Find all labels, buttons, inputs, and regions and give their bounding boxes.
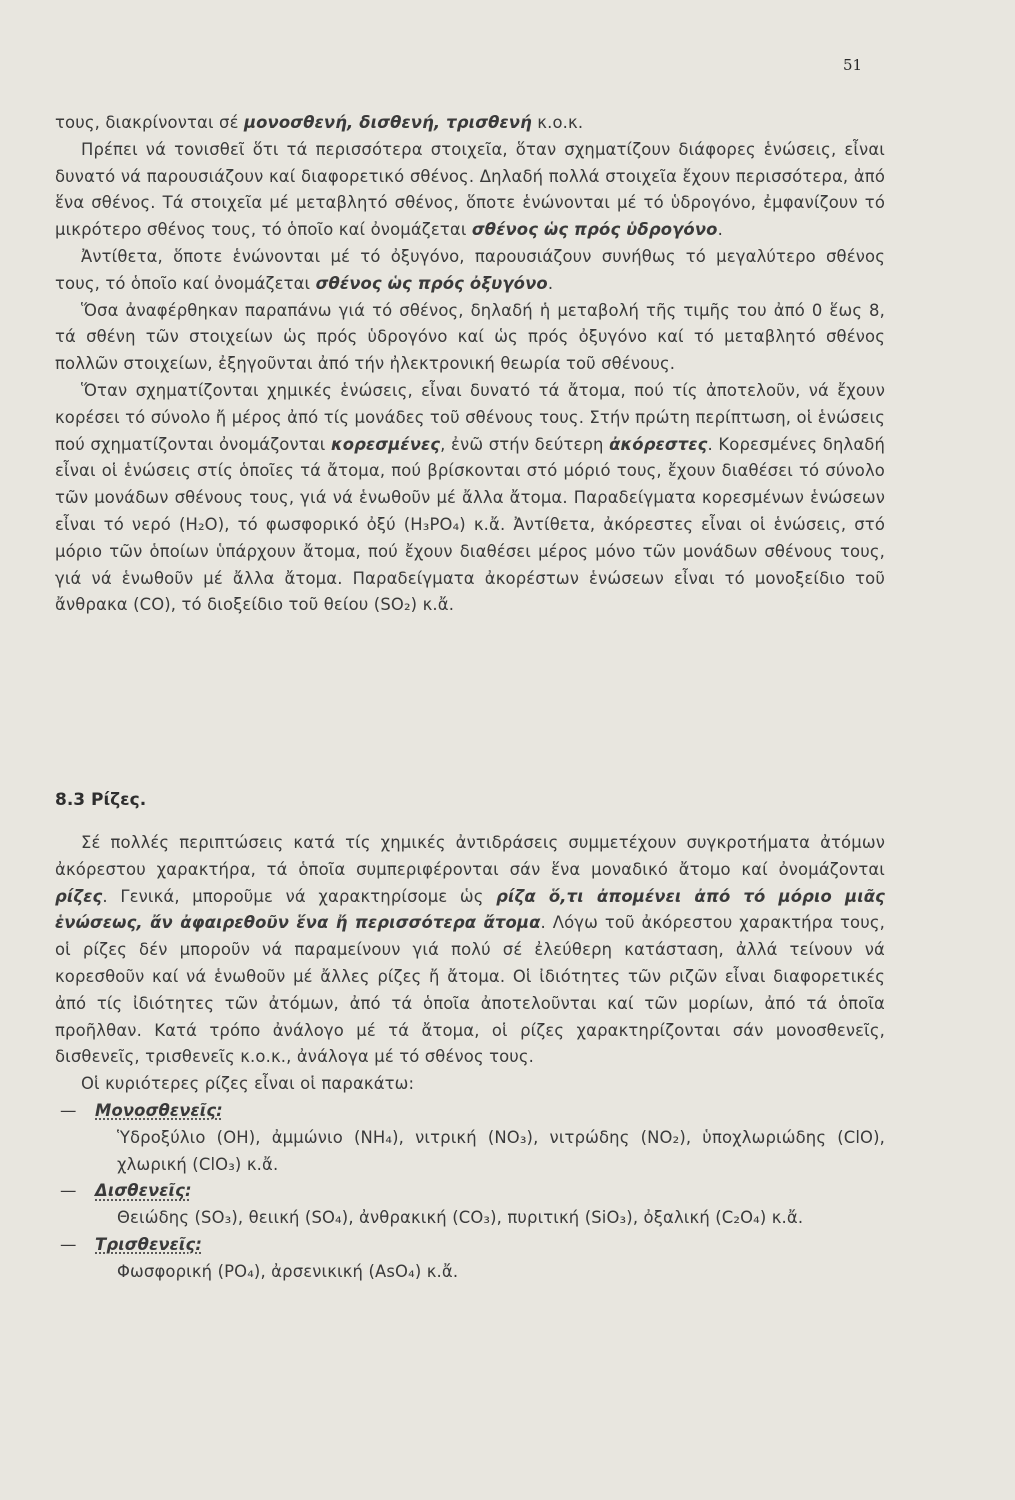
- list-dash: —: [60, 1234, 77, 1254]
- upper-text-block: [55, 110, 885, 619]
- paragraph-2: Πρέπει νά τονισθεῖ ὅτι τά περισσότερα στοιχεῖα, ὅταν σχηματίζουν διάφορες ἑνώσεις, εἶναι δυνατό νά παρουσιάζουν καί διαφορετικό σθένος. Δηλαδή πολλά στοιχεῖα ἔχουν περισσότερα, ἀπό ἕνα σθένος. Τά στοιχεῖα μέ μεταβλητό σθένος, ὅποτε ἑνώνονται μέ τό ὑδρογόνο, ἐμφανίζουν τό μικρότερο σθένος τους, τό ὁποῖο καί ὀνομάζεται σθένος ὡς πρός ὑδρογόνο.: [55, 139, 885, 240]
- list-category: Τρισθενεῖς:: [95, 1234, 203, 1254]
- paragraph-6: Σέ πολλές περιπτώσεις κατά τίς χημικές ἀντιδράσεις συμμετέχουν συγκροτήματα ἀτόμων ἀκόρεστου χαρακτήρα, τά ὁποῖα συμπεριφέρονται σάν ἕνα μοναδικό ἄτομο καί ὀνομάζονται ρίζες. Γενικά, μποροῦμε νά χαρακτηρίσομε ὡς ρίζα ὅ,τι ἀπομένει ἀπό τό μόριο μιᾶς ἑνώσεως, ἄν ἀφαιρεθοῦν ἕνα ἤ περισσότερα ἄτομα. Λόγω τοῦ ἀκόρεστου χαρακτήρα τους, οἱ ρίζες δέν μποροῦν νά παραμείνουν γιά πολύ σέ ἐλεύθερη κατάσταση, ἀλλά τείνουν νά κορεσθοῦν καί νά ἑνωθοῦν μέ ἄλλες ρίζες ἤ ἄτομα. Οἱ ἰδιότητες τῶν ριζῶν εἶναι διαφορετικές ἀπό τίς ἰδιότητες τῶν ἀτόμων, ἀπό τά ὁποῖα ἀποτελοῦνται καί τῶν μορίων, ἀπό τά ὁποῖα προῆλθαν. Κατά τρόπο ἀνάλογο μέ τά ἄτομα, οἱ ρίζες χαρακτηρίζονται σάν μονοσθενεῖς, δισθενεῖς, τρισθενεῖς κ.ο.κ., ἀνάλογα μέ τό σθένος τους.: [55, 833, 886, 1067]
- paragraph-7: Οἱ κυριότερες ρίζες εἶναι οἱ παρακάτω:: [81, 1074, 415, 1094]
- lower-text-block: [55, 830, 885, 1286]
- list-category: Δισθενεῖς:: [95, 1181, 192, 1201]
- paragraph-1: τους, διακρίνονται σέ μονοσθενή, δισθενή, τρισθενή κ.ο.κ.: [55, 113, 584, 132]
- paragraph-3: Ἀντίθετα, ὅποτε ἑνώνονται μέ τό ὀξυγόνο, παρουσιάζουν συνήθως τό μεγαλύτερο σθένος τους, τό ὁποῖο καί ὀνομάζεται σθένος ὡς πρός ὀξυγόνο.: [55, 246, 885, 293]
- paragraph-4: Ὅσα ἀναφέρθηκαν παραπάνω γιά τό σθένος, δηλαδή ἡ μεταβολή τῆς τιμῆς του ἀπό 0 ἕως 8, τά σθένη τῶν στοιχείων ὡς πρός ὑδρογόνο καί ὡς πρός ὀξυγόνο καί τό μεταβλητό σθένος πολλῶν στοιχείων, ἐξηγοῦνται ἀπό τήν ἠλεκτρονική θεωρία τοῦ σθένους.: [55, 300, 885, 374]
- paragraph-5: Ὅταν σχηματίζονται χημικές ἑνώσεις, εἶναι δυνατό τά ἄτομα, πού τίς ἀποτελοῦν, νά ἔχουν κορέσει τό σύνολο ἤ μέρος ἀπό τίς μονάδες τοῦ σθένους τους. Στήν πρώτη περίπτωση, οἱ ἑνώσεις πού σχηματίζονται ὀνομάζονται κορεσμένες, ἐνῶ στήν δεύτερη ἀκόρεστες. Κορεσμένες δηλαδή εἶναι οἱ ἑνώσεις στίς ὁποῖες τά ἄτομα, πού βρίσκονται στό μόριό τους, ἔχουν διαθέσει τό σύνολο τῶν μονάδων σθένους τους, γιά νά ἑνωθοῦν μέ ἄλλα ἄτομα. Παραδείγματα κορεσμένων ἑνώσεων εἶναι τό νερό (H₂O), τό φωσφορικό ὀξύ (H₃PO₄) κ.ἄ. Ἀντίθετα, ἀκόρεστες εἶναι οἱ ἑνώσεις, στό μόριο τῶν ὁποίων ὑπάρχουν ἄτομα, πού ἔχουν διαθέσει μέρος μόνο τῶν μονάδων σθένους τους, γιά νά ἑνωθοῦν μέ ἄλλα ἄτομα. Παραδείγματα ἀκορέστων ἑνώσεων εἶναι τό μονοξείδιο τοῦ ἄνθρακα (CO), τό διοξείδιο τοῦ θείου (SO₂) κ.ἄ.: [55, 380, 885, 615]
- list-item: [55, 1232, 885, 1259]
- emphasis-saturated: κορεσμένες: [330, 434, 441, 454]
- list-item-content: Θειώδης (SO₃), θειική (SO₄), ἀνθρακική (CO₃), πυριτική (SiO₃), ὀξαλική (C₂O₄) κ.ἄ.: [117, 1208, 804, 1228]
- emphasis-unsaturated: ἀκόρεστες: [609, 434, 708, 454]
- list-item-content: Ὑδροξύλιο (OH), ἀμμώνιο (NH₄), νιτρική (NO₃), νιτρώδης (NO₂), ὑποχλωριώδης (ClO), χλωρική (ClO₃) κ.ἄ.: [117, 1127, 885, 1174]
- emphasis-valence-types: μονοσθενή, δισθενή, τρισθενή: [243, 113, 532, 132]
- list-category: Μονοσθενεῖς:: [95, 1100, 223, 1120]
- emphasis-valence-hydrogen: σθένος ὡς πρός ὑδρογόνο: [471, 220, 718, 240]
- emphasis-radicals: ρίζες: [55, 886, 103, 906]
- list-item: [55, 1178, 885, 1205]
- list-dash: —: [60, 1181, 77, 1201]
- emphasis-radical-definition: ρίζα ὅ,τι ἀπομένει ἀπό τό μόριο μιᾶς ἑνώσεως, ἄν ἀφαιρεθοῦν ἕνα ἤ περισσότερα ἄτομα: [55, 886, 886, 933]
- page-number: 51: [843, 56, 863, 74]
- list-item-content: Φωσφορική (PO₄), ἀρσενικική (AsO₄) κ.ἄ.: [117, 1261, 459, 1281]
- list-dash: —: [60, 1100, 77, 1120]
- section-heading: 8.3 Ρίζες.: [55, 790, 147, 810]
- list-item: [55, 1098, 885, 1125]
- emphasis-valence-oxygen: σθένος ὡς πρός ὀξυγόνο: [315, 273, 548, 293]
